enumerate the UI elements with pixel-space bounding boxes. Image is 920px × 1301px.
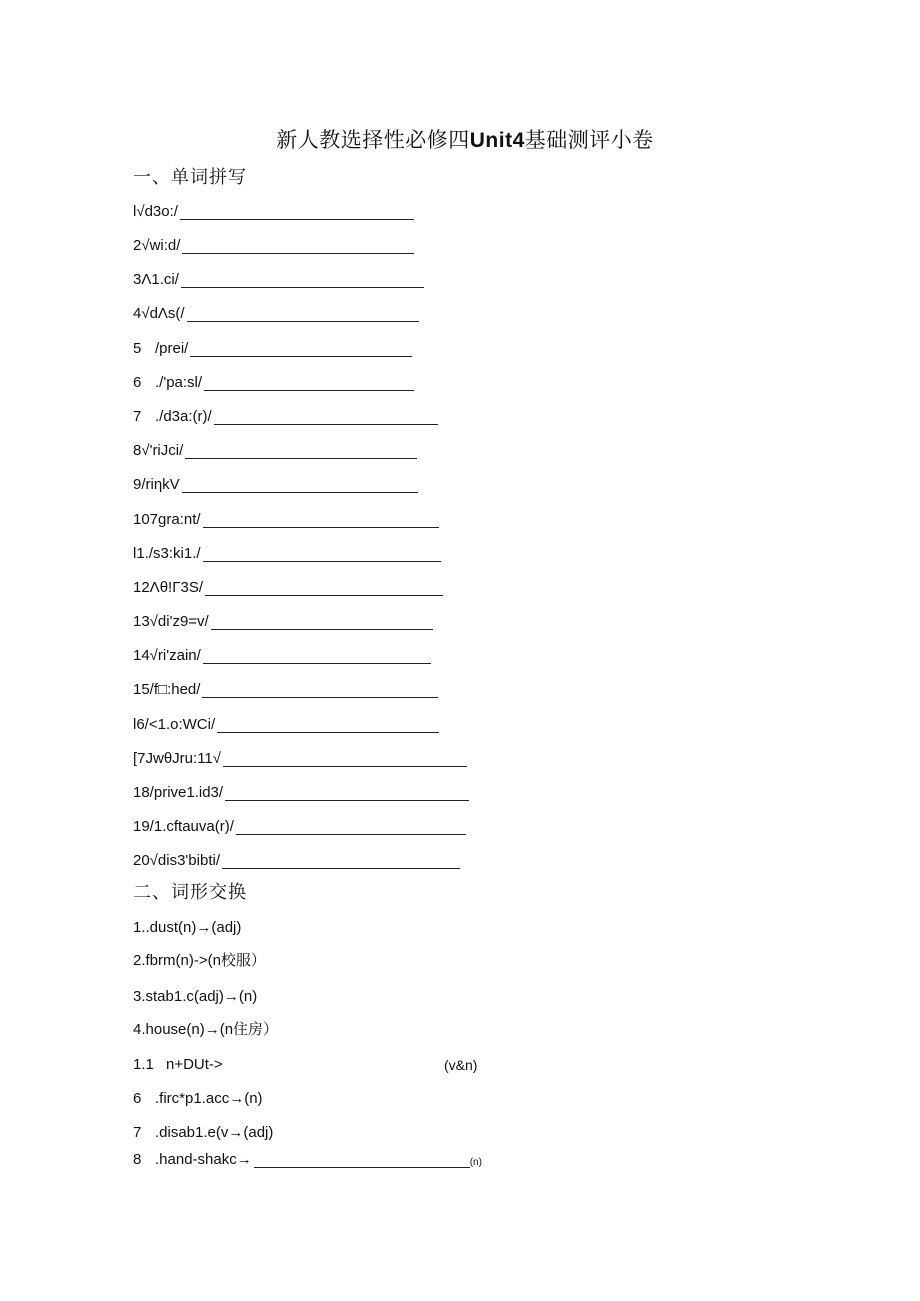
- section2-heading: 二、词形交换: [133, 882, 247, 903]
- spelling-prompt: 3Λ1.ci/: [133, 271, 179, 288]
- answer-blank[interactable]: [180, 203, 414, 220]
- word-form-prompt: 4.house(n)→(n住房）: [133, 1021, 279, 1038]
- spelling-item-3: [133, 266, 424, 288]
- spelling-prompt: 14√ri'zain/: [133, 647, 201, 664]
- spelling-prompt: 4√dΛs(/: [133, 305, 185, 322]
- spelling-item-9: [133, 471, 418, 493]
- spelling-item-18: [133, 779, 469, 801]
- word-form-item-1: [133, 914, 241, 936]
- answer-blank[interactable]: [225, 784, 469, 801]
- word-form-prompt: .firc*p1.acc→(n): [155, 1090, 263, 1107]
- spelling-item-19: [133, 813, 466, 835]
- item-number: 6: [133, 374, 142, 391]
- spelling-prompt: [7JwθJru:11√: [133, 750, 221, 767]
- spelling-prompt: l6/<1.o:WCi/: [133, 716, 216, 733]
- part-of-speech: (v&n): [444, 1057, 478, 1073]
- answer-blank[interactable]: [202, 681, 438, 698]
- spelling-item-20: [133, 847, 460, 869]
- word-form-prompt: .hand-shakc→: [155, 1151, 252, 1168]
- answer-blank[interactable]: [203, 511, 439, 528]
- spelling-prompt: 9/riηkV: [133, 476, 180, 493]
- spelling-prompt: 2√wi:d/: [133, 237, 181, 254]
- spelling-item-15: [133, 676, 438, 698]
- spelling-item-14: [133, 642, 431, 664]
- answer-blank[interactable]: [236, 818, 466, 835]
- spelling-prompt: 107gra:nt/: [133, 511, 201, 528]
- answer-blank[interactable]: [204, 374, 414, 391]
- answer-blank[interactable]: [181, 271, 424, 288]
- answer-blank[interactable]: [203, 545, 441, 562]
- item-number: 6: [133, 1090, 142, 1107]
- spelling-prompt: 8√'riJci/: [133, 442, 184, 459]
- spelling-prompt: ./'pa:sl/: [155, 374, 203, 391]
- answer-blank[interactable]: [185, 442, 417, 459]
- spelling-prompt: 12Λθ!Γ3S/: [133, 579, 203, 596]
- spelling-item-6: [133, 369, 414, 391]
- answer-blank[interactable]: [182, 237, 414, 254]
- item-number: 8: [133, 1151, 142, 1168]
- answer-blank[interactable]: [214, 408, 438, 425]
- spelling-item-12: [133, 574, 443, 596]
- word-form-prompt: n+DUt->: [166, 1056, 223, 1073]
- answer-blank[interactable]: [223, 750, 467, 767]
- spelling-prompt: 19/1.cftauva(r)/: [133, 818, 234, 835]
- answer-blank[interactable]: [182, 476, 418, 493]
- word-form-prompt: 3.stab1.c(adj)→(n): [133, 988, 258, 1005]
- spelling-prompt: /prei/: [155, 340, 189, 357]
- spelling-prompt: ./d3a:(r)/: [155, 408, 212, 425]
- spelling-item-10: [133, 506, 439, 528]
- spelling-prompt: l1./s3:ki1./: [133, 545, 201, 562]
- word-form-item-5: [133, 1051, 477, 1073]
- answer-blank[interactable]: [190, 340, 412, 357]
- spelling-item-2: [133, 232, 414, 254]
- section1-heading: 一、单词拼写: [133, 167, 247, 188]
- spelling-item-4: [133, 300, 419, 322]
- document-title: [0, 124, 920, 154]
- word-form-item-2: [133, 948, 266, 970]
- spelling-prompt: l√d3o:/: [133, 203, 178, 220]
- spelling-item-17: [133, 745, 467, 767]
- answer-blank[interactable]: [203, 647, 431, 664]
- answer-blank[interactable]: [205, 579, 443, 596]
- spelling-item-8: [133, 437, 417, 459]
- item-number: 7: [133, 408, 142, 425]
- word-form-item-3: [133, 983, 257, 1005]
- answer-blank[interactable]: [187, 305, 419, 322]
- item-number: 1.1: [133, 1056, 154, 1073]
- answer-blank[interactable]: [211, 613, 433, 630]
- word-form-prompt: 1..dust(n)→(adj): [133, 919, 242, 936]
- spelling-item-11: [133, 540, 441, 562]
- answer-blank[interactable]: [254, 1151, 470, 1168]
- item-number: 7: [133, 1124, 142, 1141]
- item-number: 5: [133, 340, 142, 357]
- spelling-item-7: [133, 403, 438, 425]
- answer-blank[interactable]: [222, 852, 460, 869]
- word-form-item-4: [133, 1017, 278, 1039]
- spelling-prompt: 18/prive1.id3/: [133, 784, 224, 801]
- spelling-prompt: 20√dis3'bibti/: [133, 852, 220, 869]
- title-unit: Unit4: [469, 129, 525, 152]
- spelling-item-13: [133, 608, 433, 630]
- word-form-prompt: 2.fbrm(n)->(n校服）: [133, 952, 266, 969]
- title-suffix: 基础测评小卷: [524, 129, 654, 152]
- word-form-item-6: [133, 1085, 263, 1107]
- word-form-prompt: .disab1.e(v→(adj): [155, 1124, 274, 1141]
- spelling-item-5: [133, 335, 412, 357]
- part-of-speech: (n): [469, 1157, 482, 1168]
- spelling-prompt: 15/f□:hed/: [133, 681, 201, 698]
- title-prefix: 新人教选择性必修四: [276, 129, 470, 152]
- word-form-item-8: [133, 1146, 482, 1168]
- spelling-prompt: 13√di'z9=v/: [133, 613, 209, 630]
- word-form-item-7: [133, 1119, 273, 1141]
- spelling-item-16: [133, 711, 439, 733]
- spelling-item-1: [133, 198, 414, 220]
- answer-blank[interactable]: [217, 716, 439, 733]
